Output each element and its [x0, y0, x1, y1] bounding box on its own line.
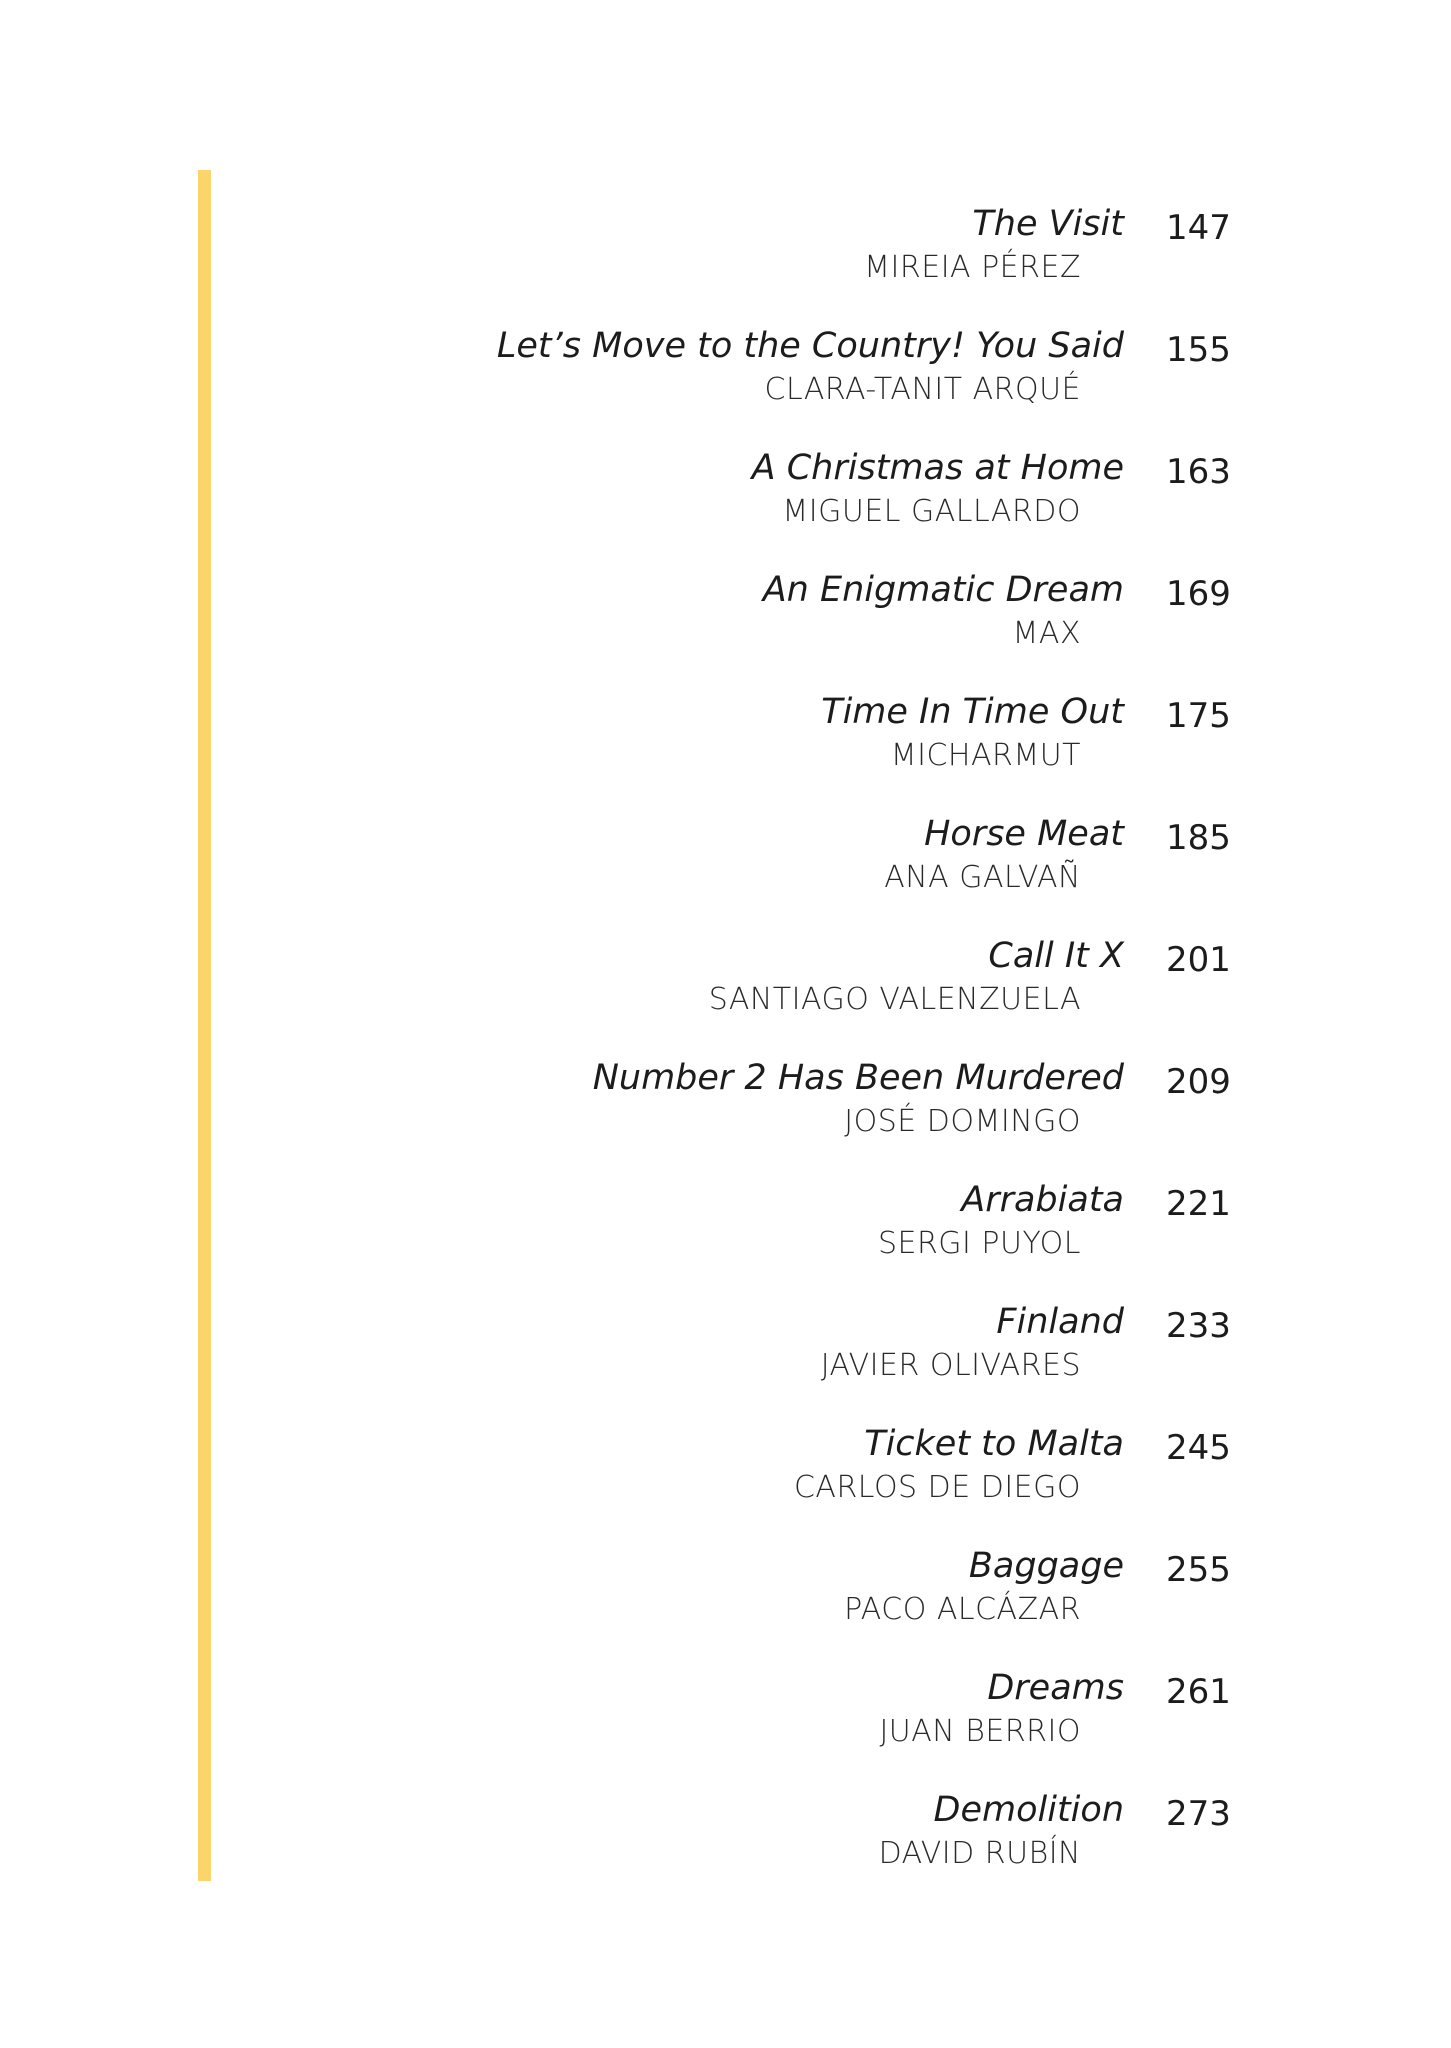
toc-entry [0, 566, 1451, 688]
entry-page-number: 185 [1166, 818, 1231, 858]
toc-entry [0, 810, 1451, 932]
entry-title: Let’s Move to the Country! You Said [496, 326, 1124, 366]
entry-author: DAVID RUBÍN [878, 1836, 1081, 1871]
toc-entry [0, 1420, 1451, 1542]
entry-page-number: 147 [1166, 208, 1231, 248]
entry-page-number: 163 [1166, 452, 1231, 492]
toc-entry [0, 322, 1451, 444]
entry-title: Finland [996, 1302, 1124, 1342]
entry-title: Time In Time Out [821, 692, 1124, 732]
toc-entry [0, 1786, 1451, 1908]
entry-title: Call It X [988, 936, 1124, 976]
toc-entry [0, 932, 1451, 1054]
entry-title: Number 2 Has Been Murdered [592, 1058, 1124, 1098]
toc-entry [0, 688, 1451, 810]
entry-author: CARLOS DE DIEGO [793, 1470, 1081, 1505]
entry-author: JAVIER OLIVARES [820, 1348, 1081, 1383]
entry-author: MICHARMUT [890, 738, 1081, 773]
toc-entry [0, 1298, 1451, 1420]
entry-title: Ticket to Malta [864, 1424, 1124, 1464]
entry-author: ANA GALVAÑ [884, 860, 1081, 895]
entry-author: SERGI PUYOL [877, 1226, 1081, 1261]
entry-page-number: 169 [1166, 574, 1231, 614]
entry-author: PACO ALCÁZAR [844, 1592, 1081, 1627]
entry-page-number: 233 [1166, 1306, 1231, 1346]
table-of-contents [0, 200, 1451, 1908]
entry-title: Baggage [968, 1546, 1124, 1586]
entry-page-number: 201 [1166, 940, 1231, 980]
toc-entry [0, 200, 1451, 322]
toc-entry [0, 1054, 1451, 1176]
entry-title: An Enigmatic Dream [762, 570, 1124, 610]
entry-page-number: 155 [1166, 330, 1231, 370]
entry-author: CLARA-TANIT ARQUÉ [764, 372, 1081, 407]
entry-author: MAX [1012, 616, 1081, 651]
entry-page-number: 255 [1166, 1550, 1231, 1590]
entry-page-number: 273 [1166, 1794, 1231, 1834]
toc-entry [0, 1542, 1451, 1664]
entry-title: The Visit [972, 204, 1124, 244]
entry-title: Dreams [987, 1668, 1124, 1708]
entry-title: Horse Meat [924, 814, 1124, 854]
entry-page-number: 209 [1166, 1062, 1231, 1102]
entry-page-number: 261 [1166, 1672, 1231, 1712]
entry-author: JOSÉ DOMINGO [844, 1104, 1081, 1139]
entry-title: Demolition [933, 1790, 1124, 1830]
toc-entry [0, 1176, 1451, 1298]
entry-title: Arrabiata [961, 1180, 1124, 1220]
entry-title: A Christmas at Home [751, 448, 1124, 488]
entry-page-number: 221 [1166, 1184, 1231, 1224]
entry-author: JUAN BERRIO [879, 1714, 1081, 1749]
toc-entry [0, 444, 1451, 566]
toc-entry [0, 1664, 1451, 1786]
entry-author: SANTIAGO VALENZUELA [708, 982, 1081, 1017]
entry-author: MIGUEL GALLARDO [782, 494, 1081, 529]
entry-author: MIREIA PÉREZ [864, 250, 1081, 285]
entry-page-number: 175 [1166, 696, 1231, 736]
entry-page-number: 245 [1166, 1428, 1231, 1468]
